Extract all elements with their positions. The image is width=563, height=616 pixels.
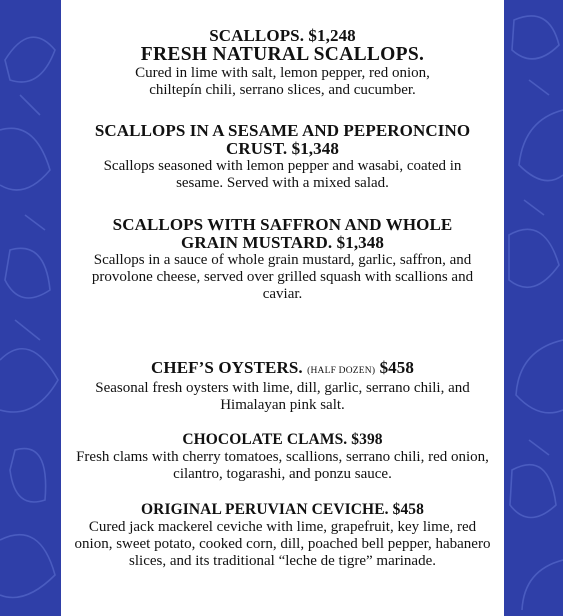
menu-item-description: Seasonal fresh oysters with lime, dill, garlic, serrano chili, and Himalayan pink salt. — [95, 380, 470, 413]
menu-item-chocolate-clams — [61, 431, 504, 483]
menu-panel — [61, 0, 504, 616]
menu-item-title: ORIGINAL PERUVIAN CEVICHE. $458 — [141, 501, 424, 518]
menu-item-description: Cured jack mackerel ceviche with lime, grapefruit, key lime, red onion, sweet potato, cooked corn, dill, poached bell pepper, habanero slices, and its traditional “leche de tigre” marinade. — [74, 519, 491, 569]
seafood-line-art-icon — [504, 0, 563, 616]
menu-item-saffron-scallops — [61, 216, 504, 303]
menu-item-title — [61, 359, 504, 380]
menu-item-title: SCALLOPS WITH SAFFRON AND WHOLE — [112, 215, 453, 234]
menu-item-title-continued: CRUST. $1,348 — [226, 139, 339, 158]
menu-item-portion-note: (HALF DOZEN) — [307, 366, 376, 376]
menu-item-scallops — [61, 27, 504, 99]
menu-item-description: Fresh clams with cherry tomatoes, scallions, serrano chili, red onion, cilantro, togarashi, and ponzu sauce. — [76, 449, 489, 482]
seafood-line-art-icon — [0, 0, 61, 616]
right-decorative-border — [504, 0, 563, 616]
menu-item-description: Scallops in a sauce of whole grain mustard, garlic, saffron, and provolone cheese, served over grilled squash with scallions and caviar. — [91, 252, 474, 302]
menu-item-peruvian-ceviche — [61, 501, 504, 570]
menu-item-title: CHOCOLATE CLAMS. $398 — [182, 431, 383, 448]
menu-item-description: Scallops seasoned with lemon pepper and wasabi, coated in sesame. Served with a mixed salad. — [103, 158, 462, 191]
menu-item-description: Cured in lime with salt, lemon pepper, red onion, chiltepín chili, serrano slices, and cucumber. — [135, 65, 430, 98]
left-decorative-border — [0, 0, 61, 616]
menu-item-title: SCALLOPS IN A SESAME AND PEPERONCINO — [94, 121, 471, 140]
menu-item-chefs-oysters — [61, 359, 504, 414]
menu-item-subtitle: FRESH NATURAL SCALLOPS. — [140, 44, 425, 65]
menu-item-price: $458 — [379, 358, 414, 377]
menu-item-title-continued: GRAIN MUSTARD. $1,348 — [181, 233, 384, 252]
menu-item-sesame-scallops — [61, 122, 504, 192]
menu-item-name: CHEF’S OYSTERS. — [151, 358, 303, 377]
menu-item-title: SCALLOPS. $1,248 — [209, 26, 356, 45]
